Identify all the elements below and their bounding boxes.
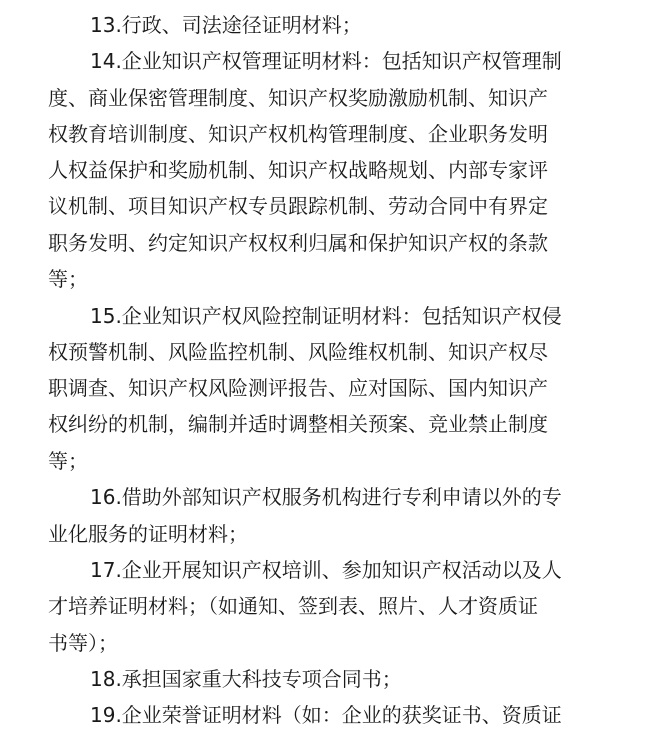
text-line: 等； <box>48 267 88 291</box>
text-line: 书等）； <box>48 631 118 655</box>
text-line: 16.借助外部知识产权服务机构进行专利申请以外的专 <box>90 485 562 509</box>
text-line: 14.企业知识产权管理证明材料：包括知识产权管理制 <box>90 49 562 73</box>
text-line: 议机制、项目知识产权专员跟踪机制、劳动合同中有界定 <box>48 194 548 218</box>
text-line: 度、商业保密管理制度、知识产权奖励激励机制、知识产 <box>48 86 548 110</box>
text-line: 人权益保护和奖励机制、知识产权战略规划、内部专家评 <box>48 158 548 182</box>
text-line: 17.企业开展知识产权培训、参加知识产权活动以及人 <box>90 558 562 582</box>
text-line: 职务发明、约定知识产权权利归属和保护知识产权的条款 <box>48 231 548 255</box>
text-line: 18.承担国家重大科技专项合同书； <box>90 667 402 691</box>
text-line: 13.行政、司法途径证明材料； <box>90 13 362 37</box>
text-line: 权预警机制、风险监控机制、风险维权机制、知识产权尽 <box>48 340 548 364</box>
text-line: 等； <box>48 449 88 473</box>
text-line: 才培养证明材料；（如通知、签到表、照片、人才资质证 <box>48 594 538 618</box>
text-line: 业化服务的证明材料； <box>48 522 248 546</box>
text-line: 15.企业知识产权风险控制证明材料：包括知识产权侵 <box>90 304 562 328</box>
text-line: 19.企业荣誉证明材料（如：企业的获奖证书、资质证 <box>90 703 562 727</box>
text-line: 权纠纷的机制，编制并适时调整相关预案、竞业禁止制度 <box>48 412 548 436</box>
text-line: 职调查、知识产权风险测评报告、应对国际、国内知识产 <box>48 376 548 400</box>
text-line: 权教育培训制度、知识产权机构管理制度、企业职务发明 <box>48 122 548 146</box>
